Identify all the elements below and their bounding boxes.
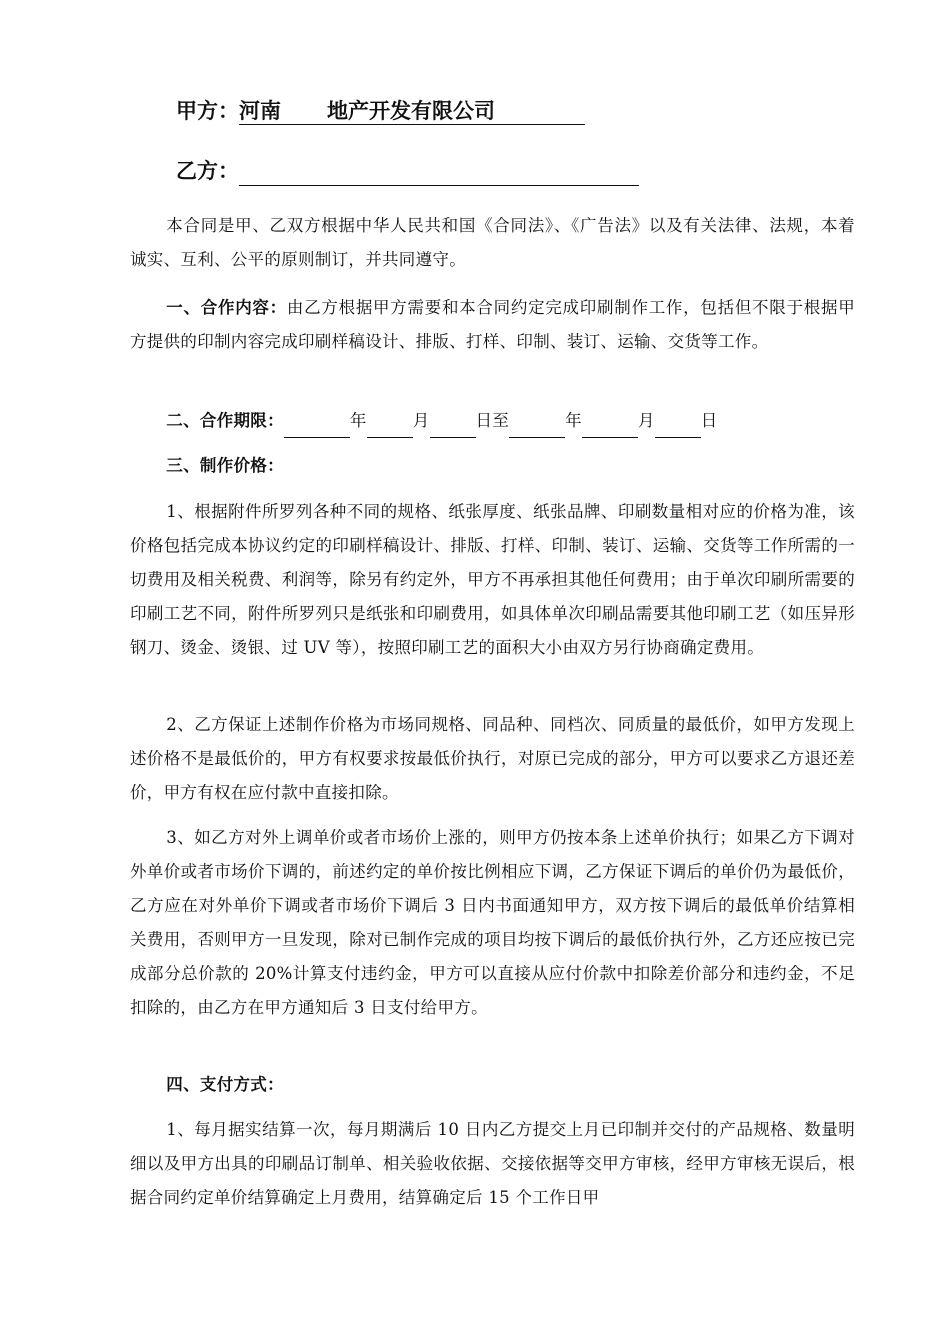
section-2-heading: 二、合作期限： [166,411,284,430]
section-3-clause-2: 2、乙方保证上述制作价格为市场同规格、同品种、同档次、同质量的最低价，如甲方发现上述价格不是最低价的，甲方有权要求按最低价执行，对原已完成的部分，甲方可以要求乙方退还差价，甲方有权在应付款中直接扣除。 [130,715,855,802]
section-4-clause-1: 1、每月据实结算一次，每月期满后 10 日内乙方提交上月已印制并交付的产品规格、数量明细以及甲方出具的印刷品订制单、相关验收依据、交接依据等交甲方审核，经甲方审核无误后，根据合同约定单价结算确定上月费用，结算确定后 15 个工作日甲 [130,1120,855,1207]
section-1-paragraph [130,291,855,359]
start-month-label: 月 [412,411,430,430]
start-year-blank [284,417,350,438]
section-3-heading-line [130,449,855,483]
section-1-heading: 一、合作内容： [166,298,287,317]
intro-paragraph: 本合同是甲、乙双方根据中华人民共和国《合同法》、《广告法》以及有关法律、法规，本着诚实、互利、公平的原则制订，并共同遵守。 [130,216,855,269]
section-3-clause-1: 1、根据附件所罗列各种不同的规格、纸张厚度、纸张品牌、印刷数量相对应的价格为准，该价格包括完成本协议约定的印刷样稿设计、排版、打样、印制、装订、运输、交货等工作所需的一切费用及相关税费、利润等，除另有约定外，甲方不再承担其他任何费用；由于单次印刷所需要的印刷工艺不同，附件所罗列只是纸张和印刷费用，如具体单次印刷品需要其他印刷工艺（如压异形钢刀、烫金、烫银、过 UV 等），按照印刷工艺的面积大小由双方另行协商确定费用。 [130,502,855,657]
end-month-blank [582,417,638,438]
party-b-name-field [239,163,639,186]
end-day-label: 日 [700,411,718,430]
start-year-label: 年 [349,411,367,430]
section-1-text: 由乙方根据甲方需要和本合同约定完成印刷制作工作，包括但不限于根据甲方提供的印制内容完成印刷样稿设计、排版、打样、印制、装订、运输、交货等工作。 [130,298,855,351]
party-a-name-field [239,98,585,125]
section-3-clause-3: 3、如乙方对外上调单价或者市场价上涨的，则甲方仍按本条上述单价执行；如果乙方下调对外单价或者市场价下调的，前述约定的单价按比例相应下调，乙方保证下调后的单价仍为最低价，乙方应在对外单价下调或者市场价下调后 3 日内书面通知甲方，双方按下调后的最低单价结算相关费用，否则甲方一旦发现，除对已制作完成的项目均按下调后的最低价执行外，乙方还应按已完成部分总价款的 20%计算支付违约金，甲方可以直接从应付价款中扣除差价部分和违约金，不足扣除的，由乙方在甲方通知后 3 日支付给甲方。 [130,828,855,1017]
party-b-label: 乙方： [176,159,239,183]
party-b-line [176,156,639,186]
end-year-label: 年 [565,411,582,430]
party-a-name-part1: 河南 [239,99,281,123]
section-4-heading-line [130,1068,855,1102]
end-day-blank [655,417,701,438]
section-3-heading: 三、制作价格： [166,456,284,475]
end-month-label: 月 [637,411,655,430]
start-month-blank [367,417,413,438]
section-2-paragraph [130,404,855,438]
end-year-blank [509,417,565,438]
section-4-heading: 四、支付方式： [166,1075,284,1094]
party-a-name-part2: 地产开发有限公司 [327,99,495,123]
party-a-label: 甲方： [176,99,239,123]
start-day-label: 日至 [475,411,510,430]
start-day-blank [430,417,476,438]
party-a-line [176,96,585,126]
